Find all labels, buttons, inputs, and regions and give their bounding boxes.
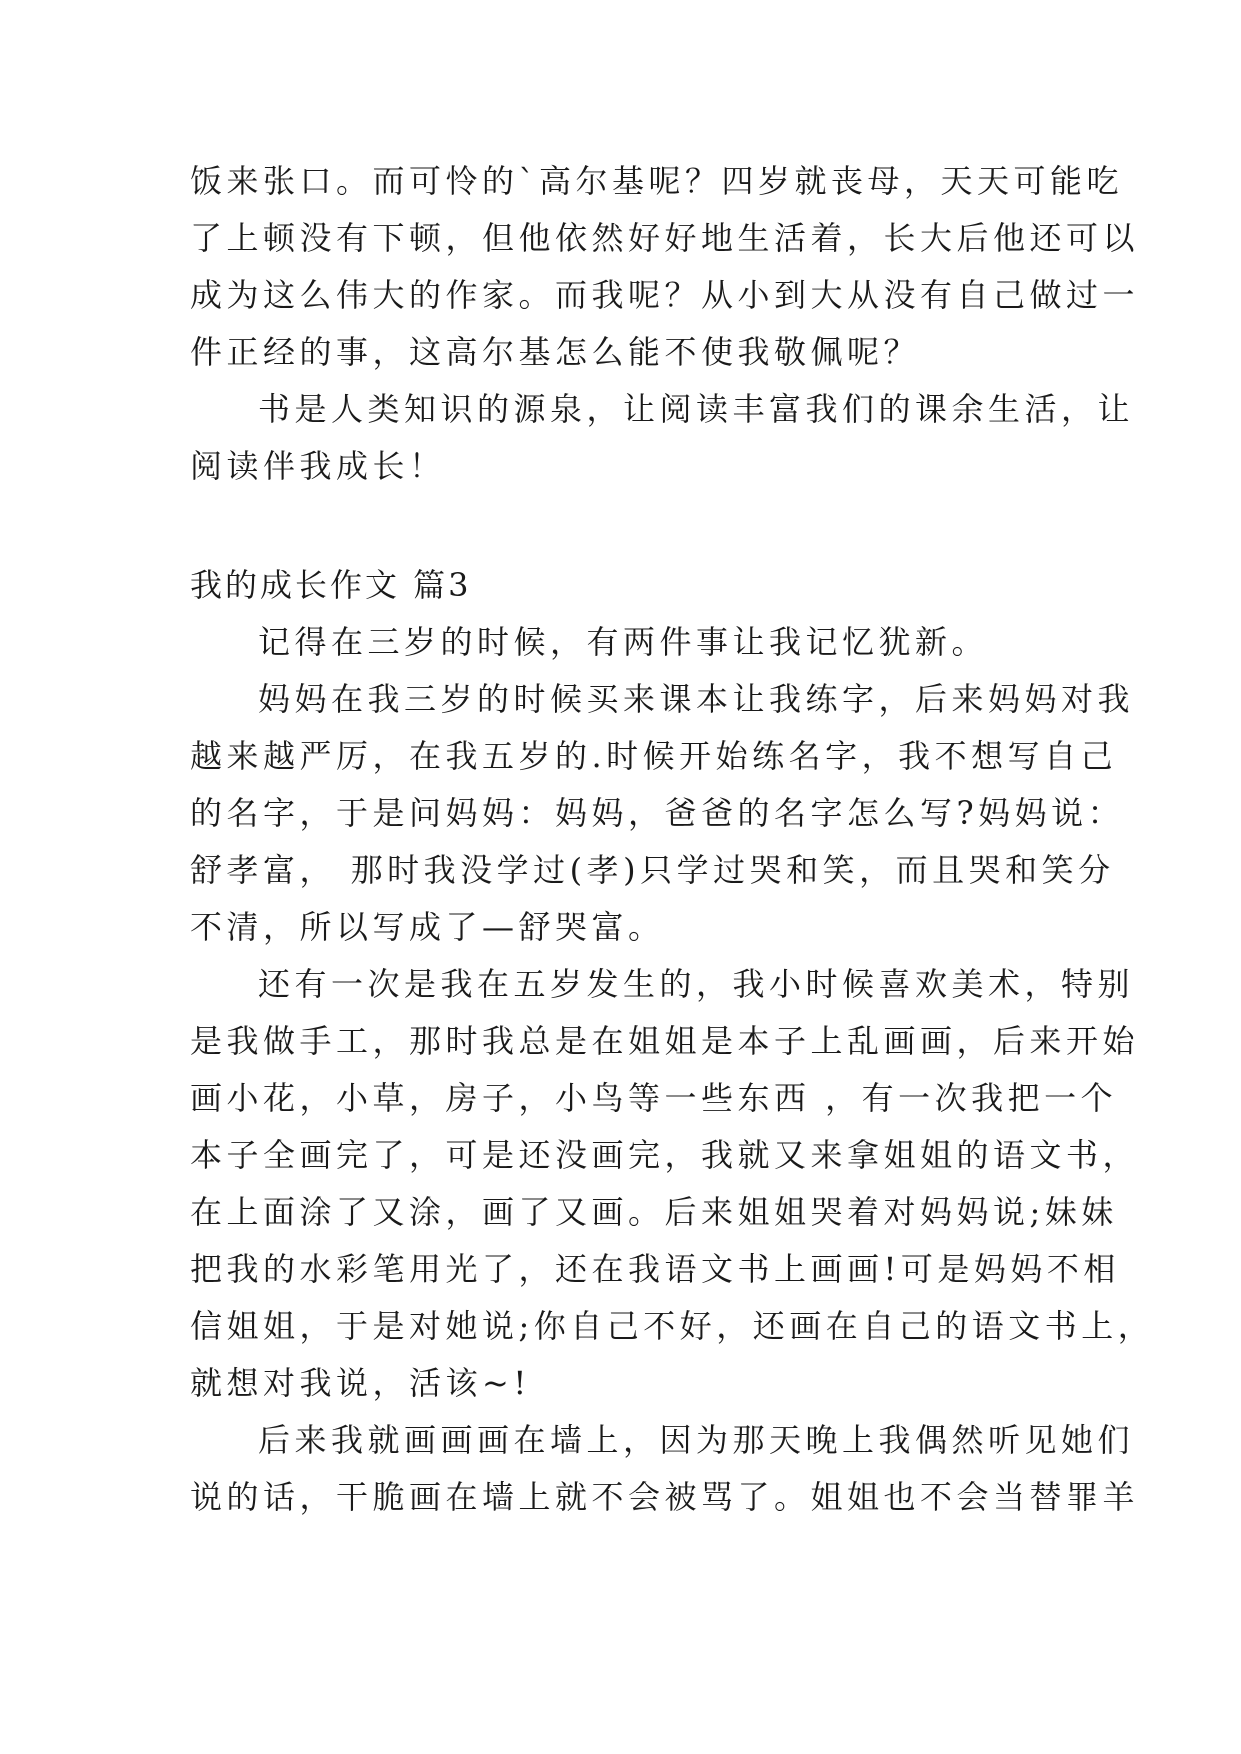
text-line: 在上面涂了又涂，画了又画。后来姐姐哭着对妈妈说;妹妹 [190, 1193, 1118, 1231]
document-body [190, 153, 1155, 1526]
paragraph [190, 956, 1155, 1412]
text-line: 记得在三岁的时候，有两件事让我记忆犹新。 [258, 623, 989, 661]
text-line: 饭来张口。而可怜的`高尔基呢？四岁就丧母，天天可能吃 [190, 162, 1124, 200]
paragraph [190, 671, 1135, 956]
text-line: 件正经的事，这高尔基怎么能不使我敬佩呢？ [190, 333, 921, 371]
text-line: 了上顿没有下顿，但他依然好好地生活着，长大后他还可以 [190, 219, 1140, 257]
section-heading: 我的成长作文 篇3 [190, 566, 472, 604]
text-line: 越来越严厉，在我五岁的.时候开始练名字，我不想写自己 [190, 737, 1118, 775]
text-line: 的名字，于是问妈妈：妈妈，爸爸的名字怎么写?妈妈说： [190, 794, 1125, 832]
paragraph [190, 614, 1060, 671]
text-line: 阅读伴我成长！ [190, 447, 446, 485]
paragraph [190, 153, 1140, 381]
text-line: 书是人类知识的源泉，让阅读丰富我们的课余生活，让 [258, 390, 1135, 428]
paragraph [190, 381, 1135, 495]
section-spacer [190, 495, 1060, 557]
text-line: 舒孝富， 那时我没学过(孝)只学过哭和笑，而且哭和笑分 [190, 851, 1115, 889]
text-line: 本子全画完了，可是还没画完，我就又来拿姐姐的语文书， [190, 1136, 1140, 1174]
text-line: 画小花，小草，房子，小鸟等一些东西 ，有一次我把一个 [190, 1079, 1118, 1117]
paragraph [190, 1412, 1140, 1526]
text-line: 信姐姐，于是对她说;你自己不好，还画在自己的语文书上， [190, 1307, 1155, 1345]
text-line: 是我做手工，那时我总是在姐姐是本子上乱画画，后来开始 [190, 1022, 1140, 1060]
text-line: 把我的水彩笔用光了，还在我语文书上画画!可是妈妈不相 [190, 1250, 1120, 1288]
text-line: 成为这么伟大的作家。而我呢？从小到大从没有自己做过一 [190, 276, 1140, 314]
text-line: 不清，所以写成了—舒哭富。 [190, 908, 665, 946]
text-line: 说的话，干脆画在墙上就不会被骂了。姐姐也不会当替罪羊 [190, 1478, 1140, 1516]
text-line: 妈妈在我三岁的时候买来课本让我练字，后来妈妈对我 [258, 680, 1135, 718]
text-line: 后来我就画画画在墙上，因为那天晚上我偶然听见她们 [258, 1421, 1135, 1459]
text-line: 就想对我说，活该~! [190, 1364, 531, 1402]
text-line: 还有一次是我在五岁发生的，我小时候喜欢美术，特别 [258, 965, 1135, 1003]
